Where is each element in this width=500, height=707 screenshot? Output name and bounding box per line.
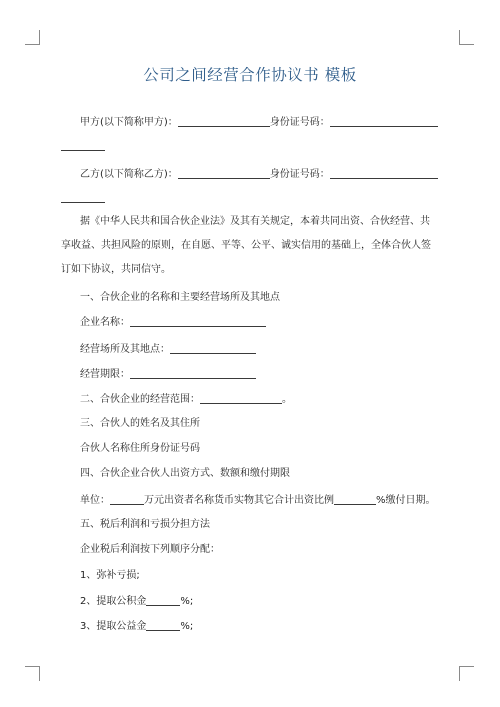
enterprise-name-line <box>80 316 266 329</box>
section-4-heading: 四、合伙企业合伙人出资方式、数额和缴付期限 <box>80 468 290 479</box>
section-2-end: 。 <box>282 394 292 405</box>
section-1-heading: 一、合伙企业的名称和主要经营场所及其地点 <box>80 292 280 303</box>
crop-mark-top-left <box>25 30 40 45</box>
contribution-end-text: %缴付日期。 <box>376 495 436 506</box>
party-a-name-blank <box>178 116 270 127</box>
enterprise-name-blank <box>130 316 266 327</box>
business-scope-blank <box>200 393 282 404</box>
party-a-id-blank-continued <box>61 150 105 151</box>
contribution-ratio-blank <box>334 494 376 505</box>
public-reserve-blank <box>146 595 180 606</box>
contribution-line <box>80 494 436 507</box>
unit-label: 单位： <box>80 495 110 506</box>
party-b-id-blank-continued <box>61 202 105 203</box>
business-place-label: 经营场所及其地点： <box>80 344 170 355</box>
business-term-blank <box>130 368 256 379</box>
party-b-name-blank <box>178 168 270 179</box>
party-a-id-label: 身份证号码： <box>269 117 330 128</box>
enterprise-name-label: 企业名称： <box>80 317 130 328</box>
party-b-id-label: 身份证号码： <box>269 169 330 180</box>
profit-item-3 <box>80 620 193 633</box>
business-place-blank <box>170 343 256 354</box>
section-5-heading: 五、税后利润和亏损分担方法 <box>80 519 210 530</box>
profit-item-3-suffix: %; <box>180 621 194 632</box>
crop-mark-bottom-right <box>459 666 474 681</box>
welfare-fund-blank <box>146 620 180 631</box>
crop-mark-top-right <box>459 30 474 45</box>
party-a-id-blank <box>330 116 438 127</box>
party-a-line <box>80 116 438 129</box>
profit-item-2 <box>80 595 193 608</box>
preamble-line-1: 据《中华人民共和国合伙企业法》及其有关规定，本着共同出资、合伙经营、共 <box>80 216 430 227</box>
crop-mark-bottom-left <box>25 666 40 681</box>
party-b-line <box>80 168 438 181</box>
preamble-line-3: 订如下协议，共同信守。 <box>61 264 171 275</box>
profit-item-3-text: 3、提取公益金 <box>80 621 147 632</box>
business-term-label: 经营期限： <box>80 369 130 380</box>
party-b-id-blank <box>330 168 438 179</box>
section-3-sub: 合伙人名称住所身份证号码 <box>80 443 200 454</box>
party-b-label: 乙方(以下简称乙方)： <box>80 169 178 180</box>
profit-item-1: 1、弥补亏损; <box>80 570 140 581</box>
party-a-label: 甲方(以下简称甲方)： <box>80 117 178 128</box>
profit-item-2-suffix: %; <box>180 596 194 607</box>
section-2-line <box>80 393 292 406</box>
business-term-line <box>80 368 256 381</box>
profit-item-2-text: 2、提取公积金 <box>80 596 147 607</box>
section-5-sub: 企业税后利润按下列顺序分配： <box>80 544 220 555</box>
section-2-heading: 二、合伙企业的经营范围： <box>80 394 200 405</box>
contribution-columns-text: 万元出资者名称货币实物其它合计出资比例 <box>144 495 334 506</box>
section-3-heading: 三、合伙人的姓名及其住所 <box>80 418 200 429</box>
unit-blank <box>110 494 144 505</box>
document-title: 公司之间经营合作协议书 模板 <box>143 66 357 84</box>
business-place-line <box>80 343 256 356</box>
preamble-line-2: 享收益、共担风险的原则，在自愿、平等、公平、诚实信用的基础上，全体合伙人签 <box>61 240 431 251</box>
